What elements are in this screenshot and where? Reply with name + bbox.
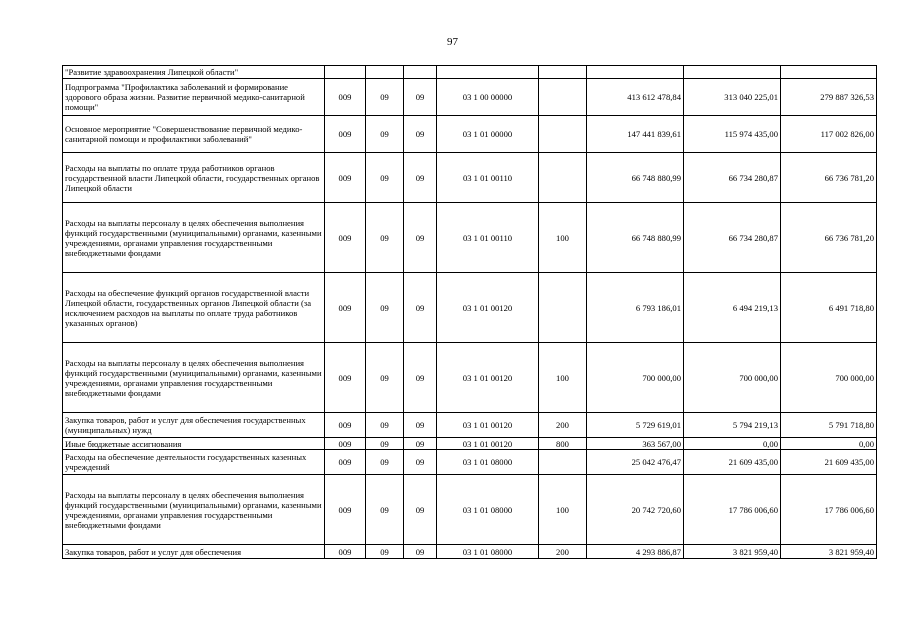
amount-cell-2: 700 000,00 xyxy=(684,343,781,413)
amount-cell-1: 413 612 478,84 xyxy=(587,79,684,116)
row-name-cell: Расходы на выплаты персоналу в целях обеспечения выполнения функций государственными (муниципальными) органами, казенными учреждениями, органами управления государственными внебюджетными фондами xyxy=(63,475,325,545)
amount-cell-3 xyxy=(781,66,877,79)
amount-cell-2: 313 040 225,01 xyxy=(684,79,781,116)
subsection-cell: 09 xyxy=(404,545,437,559)
target-article-cell: 03 1 00 00000 xyxy=(437,79,539,116)
row-name-cell: "Развитие здравоохранения Липецкой области" xyxy=(63,66,325,79)
row-name-cell: Основное мероприятие "Совершенствование первичной медико-санитарной помощи и профилактики заболеваний" xyxy=(63,116,325,153)
amount-cell-3: 3 821 959,40 xyxy=(781,545,877,559)
target-article-cell: 03 1 01 08000 xyxy=(437,475,539,545)
budget-table-body xyxy=(63,66,877,559)
amount-cell-2: 0,00 xyxy=(684,438,781,450)
amount-cell-1: 363 567,00 xyxy=(587,438,684,450)
budget-table xyxy=(62,65,877,559)
grbs-cell: 009 xyxy=(325,438,366,450)
amount-cell-3: 17 786 006,60 xyxy=(781,475,877,545)
section-cell: 09 xyxy=(366,438,404,450)
amount-cell-2: 3 821 959,40 xyxy=(684,545,781,559)
section-cell: 09 xyxy=(366,343,404,413)
grbs-cell xyxy=(325,66,366,79)
subsection-cell xyxy=(404,66,437,79)
target-article-cell: 03 1 01 00110 xyxy=(437,203,539,273)
section-cell: 09 xyxy=(366,450,404,475)
amount-cell-1: 6 793 186,01 xyxy=(587,273,684,343)
target-article-cell: 03 1 01 00120 xyxy=(437,273,539,343)
section-cell: 09 xyxy=(366,475,404,545)
expense-type-cell: 200 xyxy=(539,413,587,438)
amount-cell-3: 21 609 435,00 xyxy=(781,450,877,475)
grbs-cell: 009 xyxy=(325,153,366,203)
expense-type-cell: 100 xyxy=(539,343,587,413)
amount-cell-1: 147 441 839,61 xyxy=(587,116,684,153)
amount-cell-3: 66 736 781,20 xyxy=(781,153,877,203)
target-article-cell: 03 1 01 08000 xyxy=(437,450,539,475)
amount-cell-2: 66 734 280,87 xyxy=(684,153,781,203)
row-name-cell: Закупка товаров, работ и услуг для обеспечения xyxy=(63,545,325,559)
table-row xyxy=(63,203,877,273)
amount-cell-1: 66 748 880,99 xyxy=(587,203,684,273)
expense-type-cell xyxy=(539,273,587,343)
subsection-cell: 09 xyxy=(404,450,437,475)
expense-type-cell xyxy=(539,116,587,153)
amount-cell-3: 66 736 781,20 xyxy=(781,203,877,273)
row-name-cell: Иные бюджетные ассигнования xyxy=(63,438,325,450)
amount-cell-1: 700 000,00 xyxy=(587,343,684,413)
expense-type-cell: 200 xyxy=(539,545,587,559)
table-row xyxy=(63,343,877,413)
subsection-cell: 09 xyxy=(404,438,437,450)
section-cell: 09 xyxy=(366,116,404,153)
expense-type-cell xyxy=(539,450,587,475)
page-number: 97 xyxy=(447,36,458,48)
section-cell: 09 xyxy=(366,79,404,116)
subsection-cell: 09 xyxy=(404,413,437,438)
row-name-cell: Расходы на обеспечение функций органов государственной власти Липецкой области, государственных органов Липецкой области (за исключением расходов на выплаты по оплате труда работников указанных органов) xyxy=(63,273,325,343)
target-article-cell: 03 1 01 08000 xyxy=(437,545,539,559)
amount-cell-2: 6 494 219,13 xyxy=(684,273,781,343)
table-row xyxy=(63,116,877,153)
target-article-cell: 03 1 01 00120 xyxy=(437,413,539,438)
grbs-cell: 009 xyxy=(325,450,366,475)
amount-cell-2 xyxy=(684,66,781,79)
subsection-cell: 09 xyxy=(404,203,437,273)
amount-cell-2: 66 734 280,87 xyxy=(684,203,781,273)
table-row xyxy=(63,413,877,438)
grbs-cell: 009 xyxy=(325,475,366,545)
table-row xyxy=(63,545,877,559)
expense-type-cell: 800 xyxy=(539,438,587,450)
row-name-cell: Расходы на выплаты по оплате труда работников органов государственной власти Липецкой области, государственных органов Липецкой области xyxy=(63,153,325,203)
expense-type-cell xyxy=(539,66,587,79)
target-article-cell: 03 1 01 00120 xyxy=(437,438,539,450)
table-row xyxy=(63,450,877,475)
amount-cell-2: 21 609 435,00 xyxy=(684,450,781,475)
grbs-cell: 009 xyxy=(325,203,366,273)
table-row xyxy=(63,438,877,450)
amount-cell-3: 117 002 826,00 xyxy=(781,116,877,153)
row-name-cell: Закупка товаров, работ и услуг для обеспечения государственных (муниципальных) нужд xyxy=(63,413,325,438)
section-cell: 09 xyxy=(366,203,404,273)
section-cell: 09 xyxy=(366,413,404,438)
grbs-cell: 009 xyxy=(325,343,366,413)
target-article-cell: 03 1 01 00110 xyxy=(437,153,539,203)
target-article-cell: 03 1 01 00120 xyxy=(437,343,539,413)
row-name-cell: Подпрограмма "Профилактика заболеваний и формирование здорового образа жизни. Развитие первичной медико-санитарной помощи" xyxy=(63,79,325,116)
row-name-cell: Расходы на выплаты персоналу в целях обеспечения выполнения функций государственными (муниципальными) органами, казенными учреждениями, органами управления государственными внебюджетными фондами xyxy=(63,203,325,273)
grbs-cell: 009 xyxy=(325,273,366,343)
table-row xyxy=(63,475,877,545)
amount-cell-3: 6 491 718,80 xyxy=(781,273,877,343)
grbs-cell: 009 xyxy=(325,413,366,438)
grbs-cell: 009 xyxy=(325,79,366,116)
table-row xyxy=(63,153,877,203)
amount-cell-2: 5 794 219,13 xyxy=(684,413,781,438)
amount-cell-1: 25 042 476,47 xyxy=(587,450,684,475)
subsection-cell: 09 xyxy=(404,273,437,343)
subsection-cell: 09 xyxy=(404,116,437,153)
subsection-cell: 09 xyxy=(404,343,437,413)
subsection-cell: 09 xyxy=(404,153,437,203)
amount-cell-1 xyxy=(587,66,684,79)
grbs-cell: 009 xyxy=(325,545,366,559)
amount-cell-3: 279 887 326,53 xyxy=(781,79,877,116)
amount-cell-1: 20 742 720,60 xyxy=(587,475,684,545)
section-cell: 09 xyxy=(366,273,404,343)
grbs-cell: 009 xyxy=(325,116,366,153)
amount-cell-1: 66 748 880,99 xyxy=(587,153,684,203)
table-row xyxy=(63,79,877,116)
expense-type-cell xyxy=(539,79,587,116)
row-name-cell: Расходы на обеспечение деятельности государственных казенных учреждений xyxy=(63,450,325,475)
amount-cell-1: 4 293 886,87 xyxy=(587,545,684,559)
target-article-cell xyxy=(437,66,539,79)
section-cell: 09 xyxy=(366,545,404,559)
expense-type-cell: 100 xyxy=(539,475,587,545)
amount-cell-2: 17 786 006,60 xyxy=(684,475,781,545)
table-row xyxy=(63,66,877,79)
section-cell xyxy=(366,66,404,79)
row-name-cell: Расходы на выплаты персоналу в целях обеспечения выполнения функций государственными (муниципальными) органами, казенными учреждениями, органами управления государственными внебюджетными фондами xyxy=(63,343,325,413)
expense-type-cell xyxy=(539,153,587,203)
amount-cell-3: 0,00 xyxy=(781,438,877,450)
table-row xyxy=(63,273,877,343)
section-cell: 09 xyxy=(366,153,404,203)
amount-cell-3: 5 791 718,80 xyxy=(781,413,877,438)
amount-cell-3: 700 000,00 xyxy=(781,343,877,413)
subsection-cell: 09 xyxy=(404,79,437,116)
target-article-cell: 03 1 01 00000 xyxy=(437,116,539,153)
subsection-cell: 09 xyxy=(404,475,437,545)
amount-cell-1: 5 729 619,01 xyxy=(587,413,684,438)
expense-type-cell: 100 xyxy=(539,203,587,273)
amount-cell-2: 115 974 435,00 xyxy=(684,116,781,153)
